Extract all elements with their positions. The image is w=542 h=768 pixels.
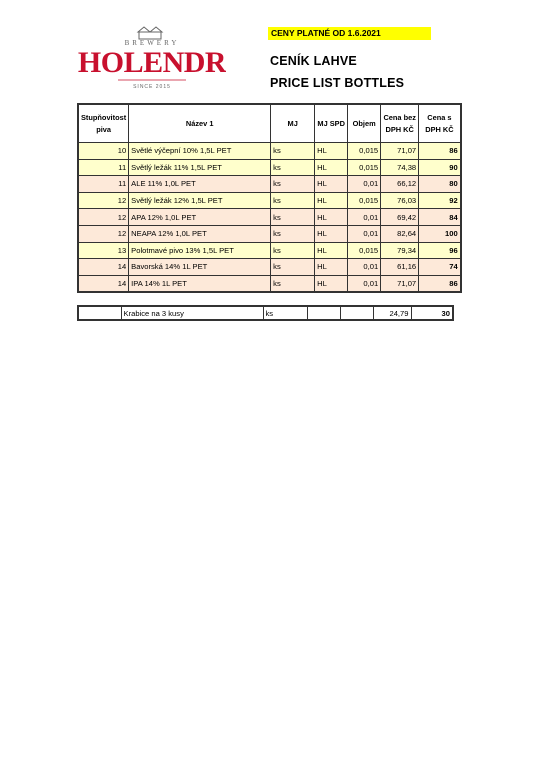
cell-mj-spd: HL: [315, 176, 348, 193]
cell-stupen: 13: [78, 242, 129, 259]
cell-stupen: 10: [78, 143, 129, 160]
cell-objem: 0,01: [348, 225, 381, 242]
cell-nazev: Krabice na 3 kusy: [121, 306, 263, 320]
cell-cena-s: 84: [419, 209, 461, 226]
cell-nazev: IPA 14% 1L PET: [129, 275, 271, 292]
cell-stupen: 14: [78, 259, 129, 276]
header-stupen: Stupňovitost piva: [78, 104, 129, 143]
cell-cena-s: 86: [419, 143, 461, 160]
cell-cena-s: 80: [419, 176, 461, 193]
cell-nazev: ALE 11% 1,0L PET: [129, 176, 271, 193]
cell-cena-bez: 24,79: [373, 306, 411, 320]
cell-mj: ks: [271, 259, 315, 276]
cell-cena-s: 92: [419, 192, 461, 209]
price-table: [77, 103, 462, 293]
cell-cena-s: 74: [419, 259, 461, 276]
cell-nazev: Světlý ležák 12% 1,5L PET: [129, 192, 271, 209]
cell-cena-bez: 66,12: [381, 176, 419, 193]
cell-objem: [340, 306, 373, 320]
header-cena-s: Cena s DPH KČ: [419, 104, 461, 143]
table-row: [78, 209, 461, 226]
validity-banner: CENY PLATNÉ OD 1.6.2021: [268, 27, 431, 40]
cell-cena-bez: 71,07: [381, 275, 419, 292]
cell-mj-spd: HL: [315, 159, 348, 176]
logo-since-text: SINCE 2015: [133, 84, 171, 90]
cell-mj: ks: [271, 192, 315, 209]
cell-nazev: Světlý ležák 11% 1,5L PET: [129, 159, 271, 176]
header-nazev: Název 1: [129, 104, 271, 143]
cell-mj-spd: HL: [315, 192, 348, 209]
holendr-logo: [78, 24, 226, 98]
table-row: [78, 159, 461, 176]
logo-brewery-text: BREWERY: [124, 39, 180, 47]
cell-mj-spd: HL: [315, 209, 348, 226]
cell-objem: 0,01: [348, 275, 381, 292]
packaging-row: [78, 306, 453, 320]
cell-stupen: 12: [78, 225, 129, 242]
cell-cena-s: 30: [411, 306, 453, 320]
cell-mj: ks: [263, 306, 307, 320]
table-row: [78, 192, 461, 209]
cell-cena-s: 90: [419, 159, 461, 176]
table-row: [78, 242, 461, 259]
cell-stupen: 12: [78, 209, 129, 226]
cell-stupen: 11: [78, 176, 129, 193]
page-title: CENÍK LAHVE: [270, 54, 357, 68]
cell-mj: ks: [271, 209, 315, 226]
cell-cena-bez: 82,64: [381, 225, 419, 242]
logo-name-text: HOLENDR: [78, 46, 226, 79]
cell-stupen: 12: [78, 192, 129, 209]
cell-cena-s: 100: [419, 225, 461, 242]
cell-mj: ks: [271, 242, 315, 259]
cell-mj-spd: HL: [315, 242, 348, 259]
cell-stupen: 11: [78, 159, 129, 176]
cell-objem: 0,015: [348, 159, 381, 176]
cell-nazev: Bavorská 14% 1L PET: [129, 259, 271, 276]
cell-objem: 0,015: [348, 242, 381, 259]
cell-cena-bez: 61,16: [381, 259, 419, 276]
cell-cena-bez: 79,34: [381, 242, 419, 259]
cell-cena-bez: 76,03: [381, 192, 419, 209]
cell-objem: 0,01: [348, 209, 381, 226]
cell-mj: ks: [271, 225, 315, 242]
cell-mj-spd: HL: [315, 275, 348, 292]
cell-mj: ks: [271, 143, 315, 160]
cell-nazev: NEAPA 12% 1,0L PET: [129, 225, 271, 242]
cell-objem: 0,015: [348, 192, 381, 209]
cell-nazev: APA 12% 1,0L PET: [129, 209, 271, 226]
cell-objem: 0,01: [348, 259, 381, 276]
header-mj-spd: MJ SPD: [315, 104, 348, 143]
cell-cena-bez: 69,42: [381, 209, 419, 226]
header-cena-bez: Cena bez DPH KČ: [381, 104, 419, 143]
page-subtitle: PRICE LIST BOTTLES: [270, 76, 405, 90]
cell-cena-bez: 71,07: [381, 143, 419, 160]
table-row: [78, 259, 461, 276]
table-row: [78, 176, 461, 193]
cell-cena-s: 86: [419, 275, 461, 292]
header-mj: MJ: [271, 104, 315, 143]
cell-cena-s: 96: [419, 242, 461, 259]
cell-nazev: Světlé výčepní 10% 1,5L PET: [129, 143, 271, 160]
table-row: [78, 275, 461, 292]
cell-cena-bez: 74,38: [381, 159, 419, 176]
cell-mj-spd: HL: [315, 225, 348, 242]
table-header-row: [78, 104, 461, 143]
cell-stupen: [78, 306, 121, 320]
cell-nazev: Polotmavé pivo 13% 1,5L PET: [129, 242, 271, 259]
packaging-table: [77, 305, 454, 321]
table-row: [78, 143, 461, 160]
cell-objem: 0,015: [348, 143, 381, 160]
cell-stupen: 14: [78, 275, 129, 292]
cell-mj-spd: HL: [315, 259, 348, 276]
cell-mj-spd: [307, 306, 340, 320]
cell-mj-spd: HL: [315, 143, 348, 160]
cell-mj: ks: [271, 275, 315, 292]
cell-mj: ks: [271, 176, 315, 193]
header-objem: Objem: [348, 104, 381, 143]
cell-mj: ks: [271, 159, 315, 176]
cell-objem: 0,01: [348, 176, 381, 193]
table-row: [78, 225, 461, 242]
